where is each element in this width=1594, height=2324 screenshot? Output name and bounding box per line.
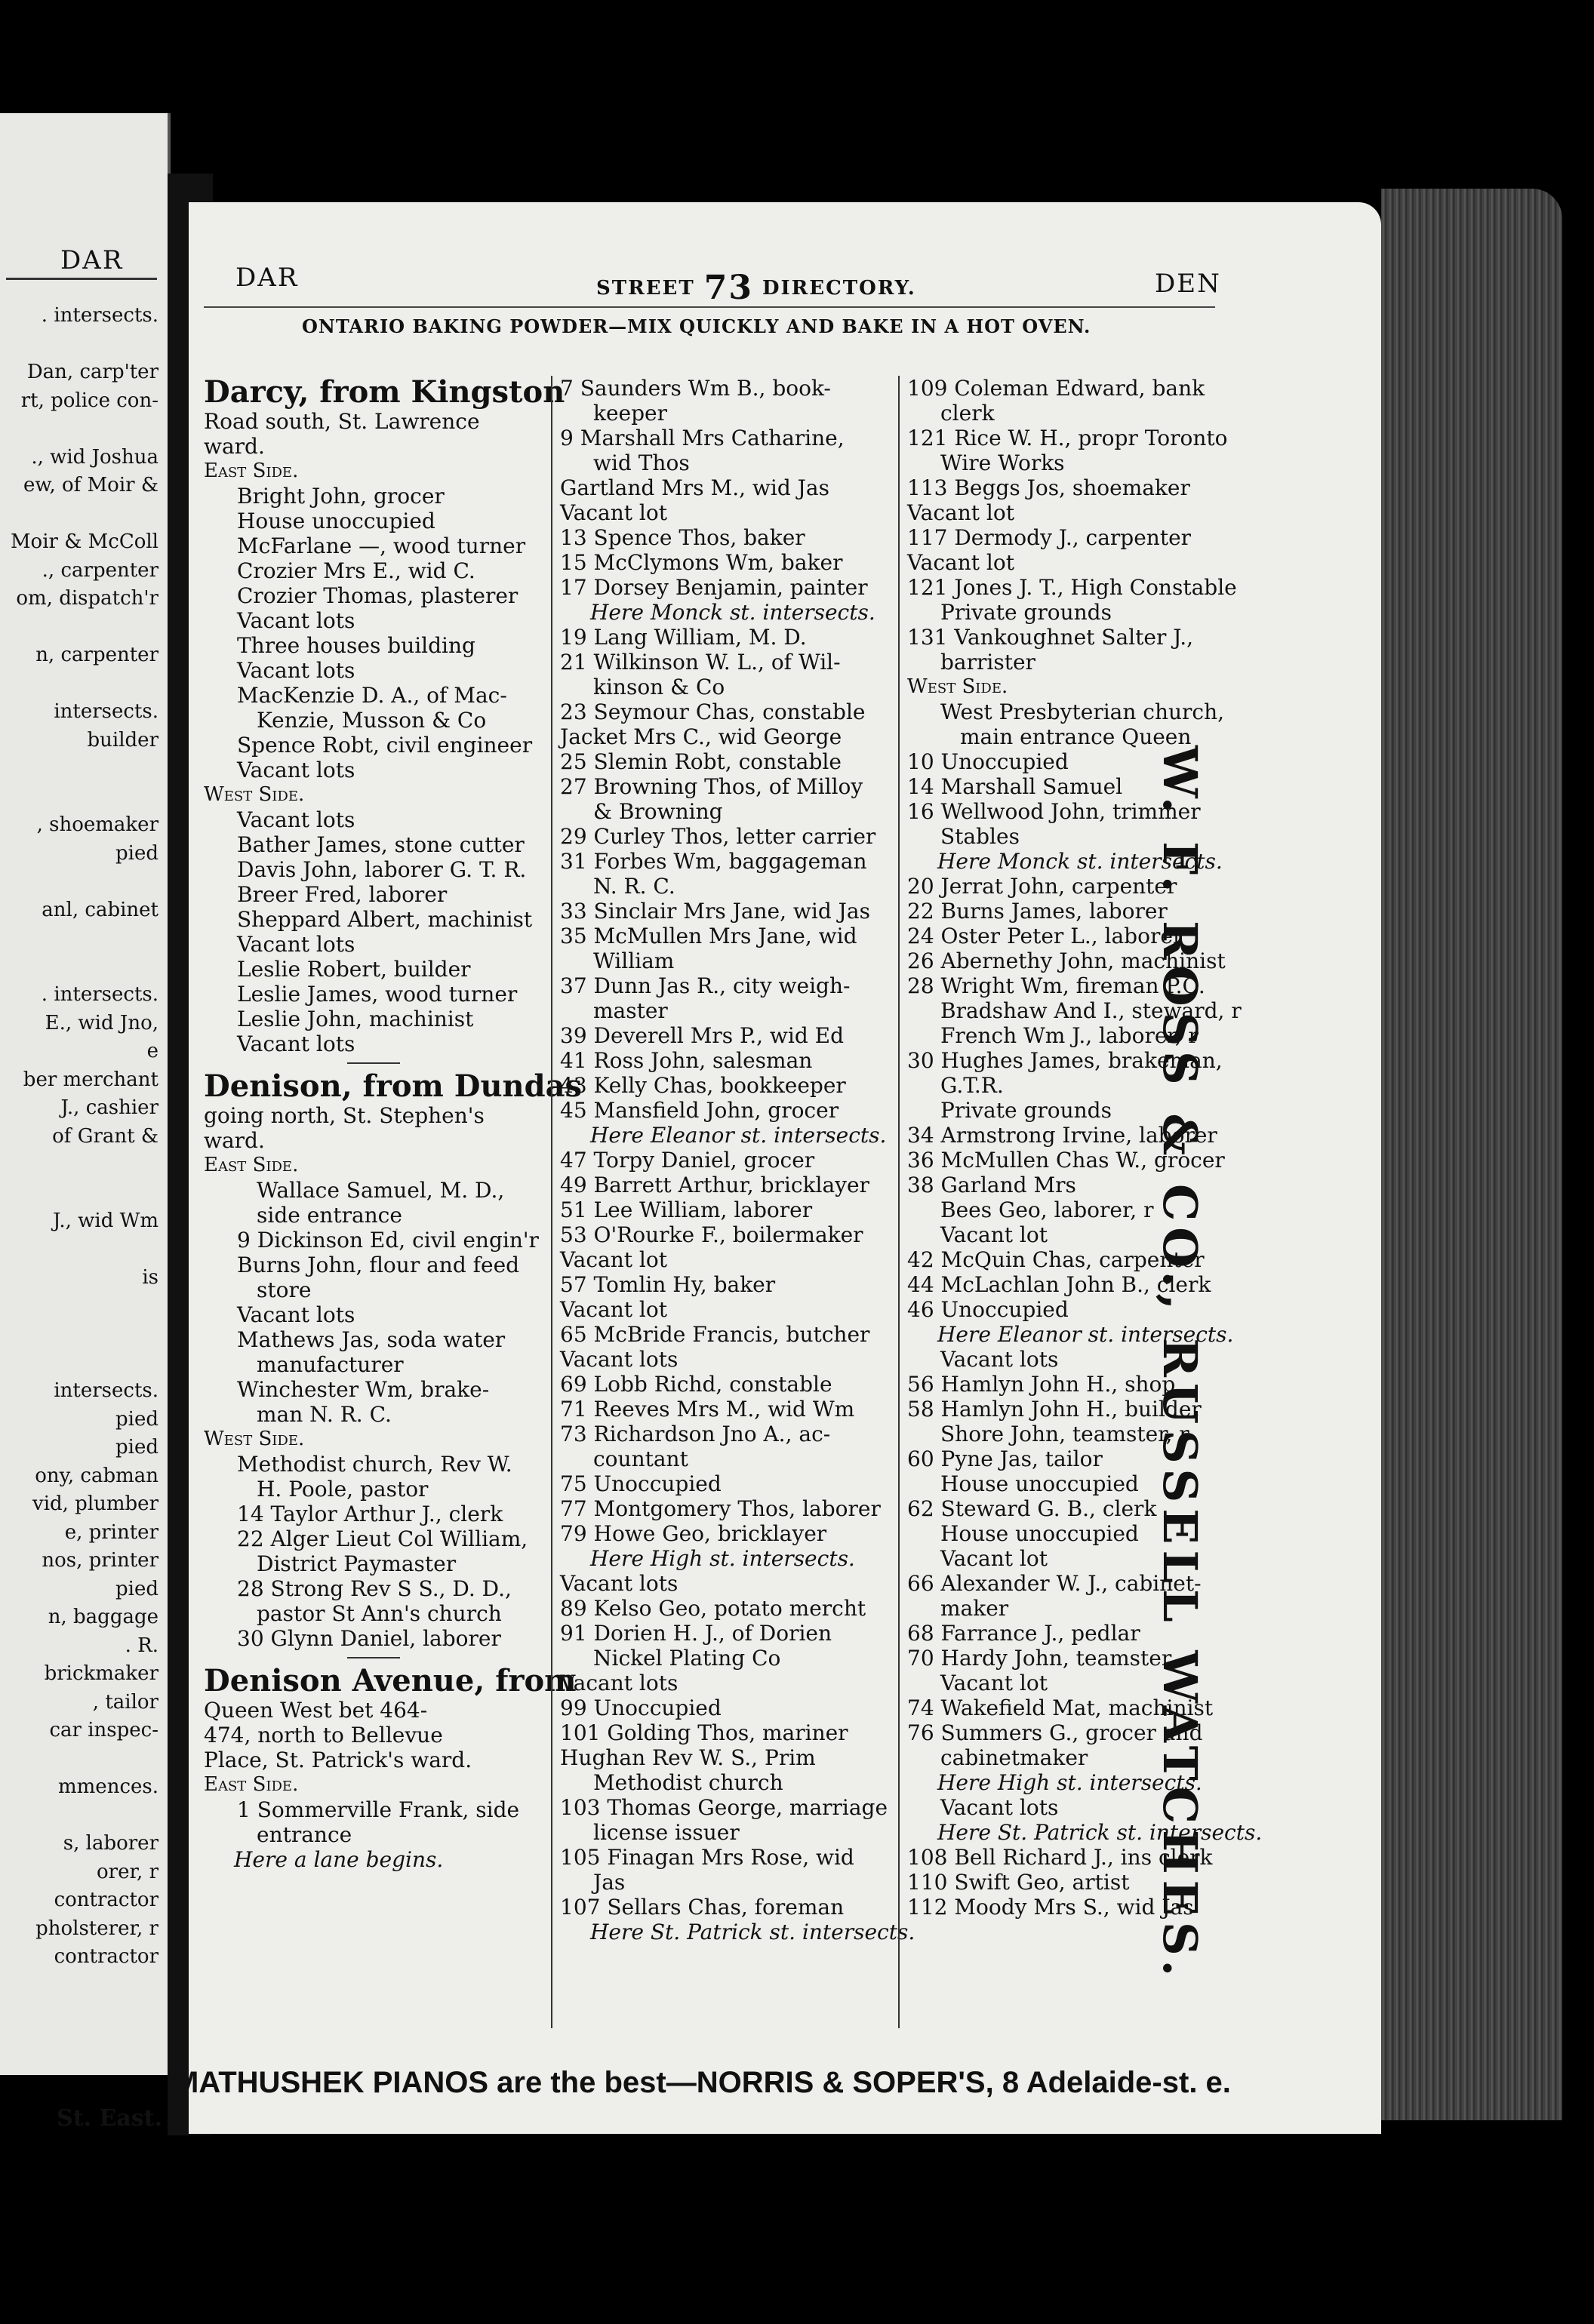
directory-entry: 53 O'Rourke F., boilermaker (560, 1222, 863, 1247)
directory-entry: 14 Taylor Arthur J., clerk (237, 1502, 503, 1526)
directory-entry: ward. (204, 1128, 265, 1153)
previous-page-fragment: mmences. (58, 1775, 158, 1798)
intersection-note: Here Eleanor st. intersects. (590, 1123, 887, 1148)
directory-entry: main entrance Queen (960, 724, 1192, 749)
directory-entry: 28 Wright Wm, fireman P.O. (907, 973, 1205, 998)
directory-entry: Spence Robt, civil engineer (237, 733, 533, 758)
directory-entry: 76 Summers G., grocer and (907, 1720, 1203, 1745)
directory-page (174, 202, 1381, 2134)
directory-entry: 41 Ross John, salesman (560, 1048, 813, 1073)
previous-page-fragment: ., wid Joshua (31, 445, 158, 469)
directory-entry: MacKenzie D. A., of Mac- (237, 683, 507, 708)
directory-entry: 35 McMullen Mrs Jane, wid (560, 924, 857, 948)
directory-entry: Methodist church, Rev W. (237, 1452, 512, 1477)
previous-page-fragment: n, baggage (48, 1606, 158, 1628)
directory-entry: Vacant lot (560, 1297, 667, 1322)
directory-entry: 22 Burns James, laborer (907, 899, 1168, 924)
previous-page-fragment: anl, cabinet (42, 898, 158, 921)
directory-entry: 79 Howe Geo, bricklayer (560, 1521, 827, 1546)
directory-entry: Mathews Jas, soda water (237, 1327, 506, 1352)
directory-entry: Methodist church (593, 1770, 783, 1795)
directory-entry: 33 Sinclair Mrs Jane, wid Jas (560, 899, 870, 924)
directory-entry: Private grounds (940, 600, 1112, 625)
directory-entry: 108 Bell Richard J., ins clerk (907, 1845, 1213, 1870)
directory-entry: 121 Rice W. H., propr Toronto (907, 426, 1228, 450)
directory-entry: 109 Coleman Edward, bank (907, 376, 1205, 401)
previous-page-fragment: is (142, 1266, 158, 1289)
directory-entry: 22 Alger Lieut Col William, (237, 1526, 528, 1551)
column-one (204, 374, 583, 1872)
directory-entry: Bather James, stone cutter (237, 832, 525, 857)
previous-page-fragment (0, 1293, 158, 1321)
previous-page-fragment (0, 613, 158, 642)
header-directory: DIRECTORY. (762, 277, 916, 300)
directory-entry: Private grounds (940, 1098, 1112, 1123)
directory-entry: Vacant lots (237, 758, 355, 782)
directory-entry: 45 Mansfield John, grocer (560, 1098, 839, 1123)
intersection-note: Here St. Patrick st. intersects. (937, 1820, 1263, 1845)
directory-entry: H. Poole, pastor (257, 1477, 429, 1502)
directory-entry: Winchester Wm, brake- (237, 1377, 490, 1402)
directory-entry: Queen West bet 464- (204, 1698, 428, 1723)
directory-entry: 57 Tomlin Hy, baker (560, 1272, 776, 1297)
directory-entry: 36 McMullen Chas W., grocer (907, 1148, 1225, 1173)
page-header (189, 263, 1381, 308)
previous-page-fragment: e (146, 1040, 158, 1062)
street-heading: Denison Avenue, from (204, 1663, 577, 1698)
previous-page-fragment (0, 755, 158, 783)
previous-page-fragment: of Grant & (52, 1124, 158, 1148)
previous-page-fragment (0, 1349, 158, 1378)
directory-entry: 27 Browning Thos, of Milloy (560, 774, 863, 799)
directory-entry: Vacant lot (560, 500, 667, 525)
directory-entry: Vacant lot (907, 550, 1014, 575)
directory-entry: 39 Deverell Mrs P., wid Ed (560, 1023, 845, 1048)
directory-entry: N. R. C. (593, 874, 675, 899)
directory-entry: 103 Thomas George, marriage (560, 1795, 888, 1820)
intersection-note: Here Monck st. intersects. (937, 849, 1223, 874)
intersection-note: Here St. Patrick st. intersects. (590, 1920, 915, 1944)
directory-entry: 91 Dorien H. J., of Dorien (560, 1621, 832, 1646)
directory-entry: manufacturer (257, 1352, 404, 1377)
previous-page-fragment (0, 415, 158, 444)
directory-entry: 56 Hamlyn John H., shop (907, 1372, 1176, 1397)
intersection-note: Here Eleanor st. intersects. (937, 1322, 1234, 1347)
directory-entry: Hughan Rev W. S., Prim (560, 1745, 816, 1770)
directory-entry: G.T.R. (940, 1073, 1004, 1098)
previous-page-fragment (0, 1320, 158, 1349)
previous-page-fragment (0, 330, 158, 359)
directory-entry: Vacant lot (940, 1671, 1048, 1695)
previous-page-fragment: contractor (54, 1889, 158, 1911)
directory-entry: Sheppard Albert, machinist (237, 907, 533, 932)
directory-entry: Vacant lots (560, 1347, 679, 1372)
directory-entry: 99 Unoccupied (560, 1695, 722, 1720)
directory-entry: 9 Dickinson Ed, civil engin'r (237, 1228, 539, 1253)
directory-entry: House unoccupied (940, 1471, 1139, 1496)
previous-page-fragment: ew, of Moir & (23, 474, 158, 496)
directory-entry: 110 Swift Geo, artist (907, 1870, 1130, 1895)
side-label: West Side. (204, 783, 305, 806)
directory-entry: 60 Pyne Jas, tailor (907, 1446, 1103, 1471)
directory-entry: Vacant lots (237, 658, 355, 683)
directory-entry: Place, St. Patrick's ward. (204, 1748, 472, 1772)
directory-entry: Leslie John, machinist (237, 1007, 474, 1031)
directory-entry: Leslie James, wood turner (237, 982, 518, 1007)
directory-entry: Bright John, grocer (237, 484, 445, 509)
directory-entry: 101 Golding Thos, mariner (560, 1720, 848, 1745)
directory-entry: 70 Hardy John, teamster (907, 1646, 1172, 1671)
directory-entry: 42 McQuin Chas, carpenter (907, 1247, 1205, 1272)
directory-entry: 16 Wellwood John, trimmer (907, 799, 1201, 824)
directory-entry: countant (593, 1446, 688, 1471)
directory-entry: Leslie Robert, builder (237, 957, 471, 982)
previous-page-fragment: pied (115, 1436, 158, 1459)
directory-entry: Stables (940, 824, 1020, 849)
directory-entry: West Presbyterian church, (940, 699, 1225, 724)
side-label: West Side. (204, 1428, 305, 1450)
side-label: West Side. (907, 675, 1008, 698)
directory-entry: Vacant lots (560, 1571, 679, 1596)
directory-entry: 10 Unoccupied (907, 749, 1069, 774)
directory-entry: 13 Spence Thos, baker (560, 525, 805, 550)
directory-entry: 65 McBride Francis, butcher (560, 1322, 870, 1347)
directory-entry: 89 Kelso Geo, potato mercht (560, 1596, 866, 1621)
directory-entry: Vacant lots (237, 608, 355, 633)
directory-entry: French Wm J., laborer, r (940, 1023, 1199, 1048)
bottom-advertisement: MATHUSHEK PIANOS are the best—NORRIS & SOPER'S, 8 Adelaide-st. e. (174, 2066, 1231, 2099)
directory-entry: 21 Wilkinson W. L., of Wil- (560, 650, 841, 675)
directory-entry: 107 Sellars Chas, foreman (560, 1895, 845, 1920)
previous-page-fragment: pied (115, 1577, 158, 1600)
directory-entry: Jacket Mrs C., wid George (560, 724, 842, 749)
previous-page-fragment: Moir & McColl (10, 530, 158, 553)
directory-entry: 19 Lang William, M. D. (560, 625, 807, 650)
previous-page-fragment: , shoemaker (36, 813, 158, 836)
directory-entry: 26 Abernethy John, machinist (907, 948, 1226, 973)
directory-entry: Wire Works (940, 450, 1065, 475)
side-label: East Side. (204, 1154, 299, 1176)
previous-page-fragment: intersects. (54, 1379, 158, 1402)
previous-page-fragment (0, 670, 158, 699)
directory-entry: 23 Seymour Chas, constable (560, 699, 866, 724)
directory-entry: 474, north to Bellevue (204, 1723, 443, 1748)
directory-entry: Vacant lots (940, 1347, 1059, 1372)
directory-entry: maker (940, 1596, 1009, 1621)
header-street: STREET (596, 277, 695, 300)
previous-page-fragment (0, 1802, 158, 1831)
directory-entry: kinson & Co (593, 675, 725, 699)
directory-entry: 25 Slemin Robt, constable (560, 749, 842, 774)
directory-entry: Jas (593, 1870, 626, 1895)
previous-page-fragment: contractor (54, 1945, 158, 1968)
directory-entry: 43 Kelly Chas, bookkeeper (560, 1073, 846, 1098)
directory-entry: Breer Fred, laborer (237, 882, 448, 907)
directory-entry: Vacant lots (237, 1031, 355, 1056)
directory-entry: side entrance (257, 1203, 402, 1228)
directory-entry: 37 Dunn Jas R., city weigh- (560, 973, 851, 998)
previous-page-fragment (0, 1236, 158, 1265)
directory-entry: 9 Marshall Mrs Catharine, (560, 426, 845, 450)
directory-entry: 20 Jerrat John, carpenter (907, 874, 1177, 899)
directory-entry: Vacant lots (237, 807, 355, 832)
previous-page-fragment: . R. (125, 1634, 158, 1657)
directory-entry: Road south, St. Lawrence (204, 409, 480, 434)
previous-page-fragment: J., cashier (60, 1096, 158, 1119)
page-number: 73 (703, 269, 753, 307)
directory-entry: Davis John, laborer G. T. R. (237, 857, 527, 882)
previous-page-footer: St. East. (57, 2105, 162, 2132)
directory-entry: William (593, 948, 675, 973)
street-heading: Darcy, from Kingston (204, 374, 565, 410)
book-page-edges (1381, 189, 1562, 2120)
directory-entry: & Browning (593, 799, 723, 824)
directory-entry: going north, St. Stephen's (204, 1103, 485, 1128)
directory-entry: keeper (593, 401, 667, 426)
directory-entry: master (593, 998, 668, 1023)
previous-page-fragment: rt, police con- (20, 389, 158, 412)
directory-entry: 44 McLachlan John B., clerk (907, 1272, 1211, 1297)
directory-entry: 38 Garland Mrs (907, 1173, 1076, 1197)
previous-page (0, 113, 171, 2132)
street-heading: Denison, from Dundas (204, 1068, 583, 1104)
directory-entry: Nickel Plating Co (593, 1646, 781, 1671)
directory-entry: 74 Wakefield Mat, machinist (907, 1695, 1214, 1720)
directory-entry: 17 Dorsey Benjamin, painter (560, 575, 868, 600)
previous-page-fragments (0, 302, 158, 1972)
previous-page-fragment (0, 924, 158, 953)
top-advertisement: ONTARIO BAKING POWDER—MIX QUICKLY AND BAKE IN A HOT OVEN. (302, 315, 1091, 337)
directory-entry: 30 Glynn Daniel, laborer (237, 1626, 501, 1651)
previous-page-fragment: pied (115, 1407, 158, 1431)
previous-page-fragment: . intersects. (41, 983, 158, 1006)
intersection-note: Here Monck st. intersects. (590, 600, 875, 625)
previous-page-fragment: nos, printer (42, 1549, 158, 1572)
previous-page-fragment: pied (115, 841, 158, 865)
intersection-note: Here High st. intersects. (590, 1546, 855, 1571)
previous-page-fragment: car inspec- (49, 1719, 158, 1741)
directory-entry: Vacant lots (940, 1795, 1059, 1820)
side-label: East Side. (204, 1773, 299, 1796)
directory-entry: license issuer (593, 1820, 740, 1845)
directory-entry: Crozier Thomas, plasterer (237, 583, 519, 608)
directory-entry: 28 Strong Rev S S., D. D., (237, 1576, 512, 1601)
section-divider (347, 1062, 400, 1064)
directory-entry: 73 Richardson Jno A., ac- (560, 1422, 831, 1446)
directory-entry: 121 Jones J. T., High Constable (907, 575, 1237, 600)
intersection-note: Here a lane begins. (234, 1847, 444, 1872)
directory-entry: 77 Montgomery Thos, laborer (560, 1496, 881, 1521)
directory-entry: 24 Oster Peter L., laborer (907, 924, 1183, 948)
previous-page-fragment: vid, plumber (32, 1492, 158, 1515)
previous-page-fragment: pholsterer, r (35, 1917, 158, 1940)
previous-page-fragment (0, 953, 158, 982)
previous-page-fragment: builder (87, 728, 158, 752)
intersection-note: Here High st. intersects. (937, 1770, 1202, 1795)
directory-entry: Crozier Mrs E., wid C. (237, 558, 475, 583)
directory-entry: man N. R. C. (257, 1402, 392, 1427)
directory-entry: Vacant lots (237, 1302, 355, 1327)
directory-entry: 31 Forbes Wm, baggageman (560, 849, 867, 874)
directory-entry: 75 Unoccupied (560, 1471, 722, 1496)
column-two (551, 376, 915, 2028)
previous-page-fragment: ., carpenter (42, 558, 158, 582)
directory-entry: store (257, 1277, 312, 1302)
directory-entry: 15 McClymons Wm, baker (560, 550, 843, 575)
previous-page-fragment: , tailor (92, 1690, 158, 1714)
directory-entry: ward. (204, 434, 265, 459)
header-rule (204, 306, 1215, 308)
directory-entry: Vacant lot (907, 500, 1014, 525)
directory-entry: Vacant lots (237, 932, 355, 957)
directory-entry: wid Thos (593, 450, 690, 475)
directory-entry: 66 Alexander W. J., cabinet- (907, 1571, 1202, 1596)
directory-entry: 105 Finagan Mrs Rose, wid (560, 1845, 854, 1870)
directory-entry: 71 Reeves Mrs M., wid Wm (560, 1397, 855, 1422)
directory-entry: 112 Moody Mrs S., wid Jas (907, 1895, 1194, 1920)
directory-entry: Bradshaw And I., steward, r (940, 998, 1242, 1023)
directory-entry: clerk (940, 401, 995, 426)
directory-entry: 1 Sommerville Frank, side (237, 1797, 520, 1822)
directory-entry: 69 Lobb Richd, constable (560, 1372, 832, 1397)
previous-page-fragment (0, 783, 158, 812)
previous-page-fragment: Dan, carp'ter (26, 361, 158, 383)
directory-entry: 117 Dermody J., carpenter (907, 525, 1192, 550)
previous-page-header: DAR (60, 245, 124, 275)
directory-entry: 7 Saunders Wm B., book- (560, 376, 831, 401)
directory-entry: 47 Torpy Daniel, grocer (560, 1148, 815, 1173)
directory-entry: Gartland Mrs M., wid Jas (560, 475, 829, 500)
previous-page-fragment: brickmaker (44, 1662, 158, 1685)
previous-page-rule (6, 278, 157, 280)
previous-page-fragment (0, 868, 158, 896)
previous-page-fragment (0, 1179, 158, 1208)
previous-page-fragment (0, 500, 158, 529)
directory-entry: Bees Geo, laborer, r (940, 1197, 1154, 1222)
previous-page-fragment: orer, r (97, 1860, 158, 1883)
directory-entry: 34 Armstrong Irvine, laborer (907, 1123, 1217, 1148)
previous-page-fragment: e, printer (64, 1520, 158, 1544)
directory-entry: Shore John, teamster, r (940, 1422, 1189, 1446)
directory-entry: 30 Hughes James, brakeman, (907, 1048, 1223, 1073)
previous-page-fragment: ber merchant (23, 1068, 158, 1091)
previous-page-fragment: intersects. (54, 700, 158, 723)
directory-entry: barrister (940, 650, 1035, 675)
header-left: DAR (235, 263, 299, 293)
previous-page-fragment (0, 1151, 158, 1179)
directory-entry: Wallace Samuel, M. D., (257, 1178, 505, 1203)
previous-page-fragment: ony, cabman (35, 1464, 158, 1487)
directory-entry: Vacant lot (940, 1222, 1048, 1247)
directory-entry: McFarlane —, wood turner (237, 533, 526, 558)
directory-entry: 46 Unoccupied (907, 1297, 1069, 1322)
header-right: DEN (1155, 269, 1221, 299)
header-center (596, 269, 916, 307)
directory-entry: 29 Curley Thos, letter carrier (560, 824, 876, 849)
directory-entry: Burns John, flour and feed (237, 1253, 520, 1277)
directory-entry: House unoccupied (940, 1521, 1139, 1546)
previous-page-fragment (0, 1745, 158, 1774)
side-label: East Side. (204, 460, 299, 482)
directory-entry: Three houses building (237, 633, 475, 658)
directory-entry: Kenzie, Musson & Co (257, 708, 487, 733)
directory-entry: District Paymaster (257, 1551, 457, 1576)
directory-entry: 62 Steward G. B., clerk (907, 1496, 1157, 1521)
directory-entry: 58 Hamlyn John H., builder (907, 1397, 1202, 1422)
previous-page-fragment: . intersects. (41, 304, 158, 327)
side-advertisement: W. F. ROSS & CO., RUSSELL WATCHES. (1152, 745, 1208, 1983)
previous-page-fragment: J., wid Wm (52, 1210, 158, 1232)
directory-entry: 51 Lee William, laborer (560, 1197, 813, 1222)
previous-page-fragment: om, dispatch'r (16, 587, 158, 610)
directory-entry: 131 Vankoughnet Salter J., (907, 625, 1194, 650)
directory-entry: Vacant lot (940, 1546, 1048, 1571)
directory-entry: House unoccupied (237, 509, 435, 533)
previous-page-fragment: s, laborer (63, 1832, 158, 1855)
directory-entry: 49 Barrett Arthur, bricklayer (560, 1173, 869, 1197)
directory-entry: Vacant lots (560, 1671, 679, 1695)
previous-page-fragment: E., wid Jno, (45, 1011, 158, 1034)
directory-entry: 68 Farrance J., pedlar (907, 1621, 1140, 1646)
section-divider (347, 1657, 400, 1658)
directory-entry: entrance (257, 1822, 352, 1847)
directory-entry: 14 Marshall Samuel (907, 774, 1123, 799)
directory-entry: Vacant lot (560, 1247, 667, 1272)
directory-entry: pastor St Ann's church (257, 1601, 502, 1626)
previous-page-fragment: n, carpenter (35, 644, 158, 666)
directory-entry: 113 Beggs Jos, shoemaker (907, 475, 1190, 500)
directory-entry: cabinetmaker (940, 1745, 1088, 1770)
